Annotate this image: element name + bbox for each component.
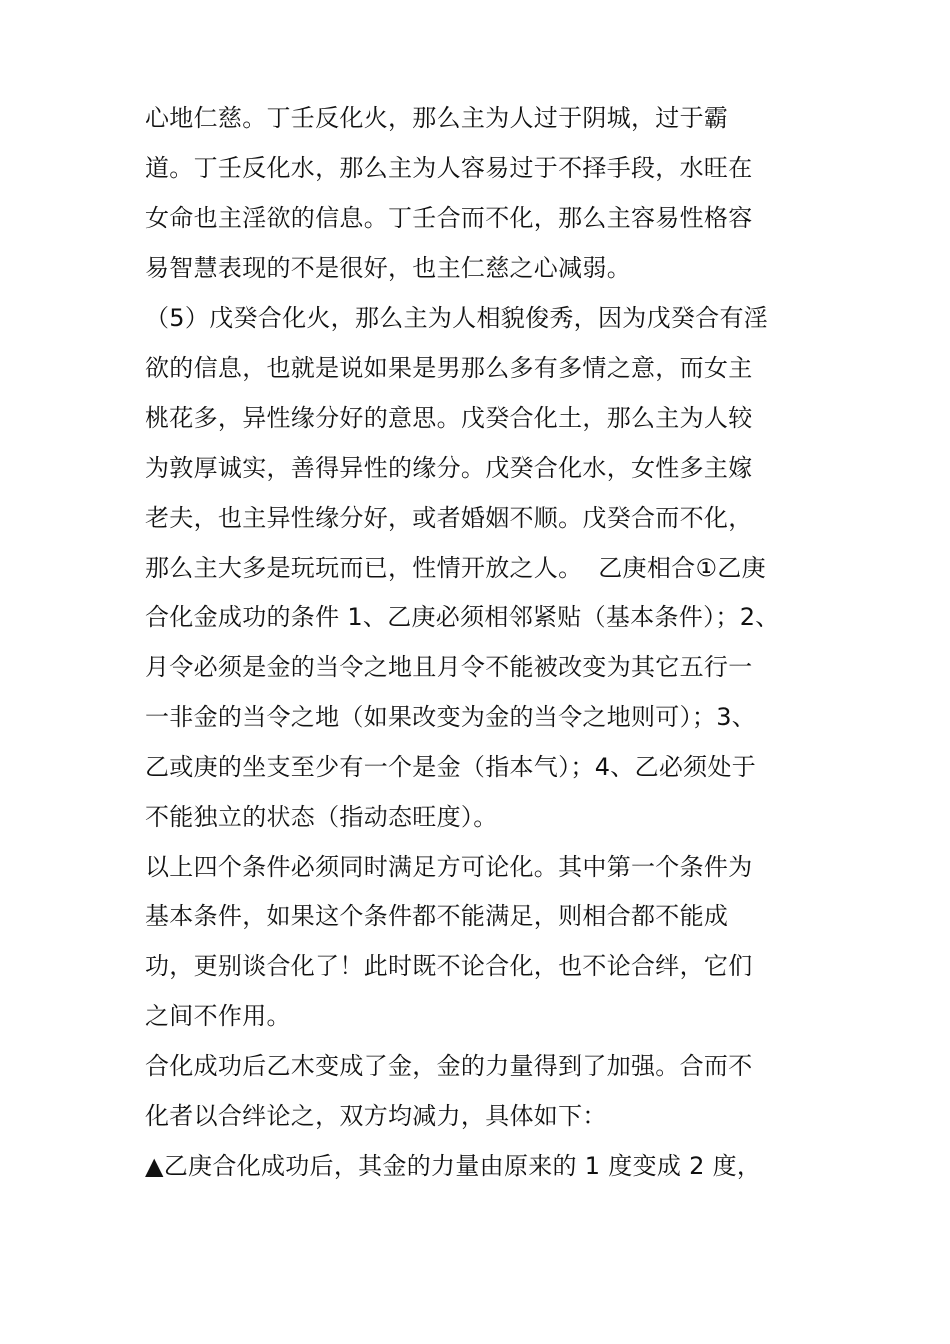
text-line: 之间不作用。 xyxy=(145,1002,291,1030)
text-line: 基本条件，如果这个条件都不能满足，则相合都不能成 xyxy=(145,902,729,930)
text-line: 女命也主淫欲的信息。丁壬合而不化，那么主容易性格容 xyxy=(145,204,753,232)
text-line: 桃花多，异性缘分好的意思。戊癸合化土，那么主为人较 xyxy=(145,404,753,432)
text-line: 心地仁慈。丁壬反化火，那么主为人过于阴城，过于霸 xyxy=(145,104,729,132)
text-line: 乙或庚的坐支至少有一个是金（指本气）；4、乙必须处于 xyxy=(145,753,757,781)
text-line: 化者以合绊论之，双方均减力，具体如下： xyxy=(145,1102,607,1130)
text-line: 月令必须是金的当令之地且月令不能被改变为其它五行一 xyxy=(145,653,753,681)
text-line: 合化成功后乙木变成了金，金的力量得到了加强。合而不 xyxy=(145,1052,753,1080)
text-line: ▲乙庚合化成功后，其金的力量由原来的 1 度变成 2 度， xyxy=(145,1152,762,1180)
text-line: 道。丁壬反化水，那么主为人容易过于不择手段，水旺在 xyxy=(145,154,753,182)
text-line: 合化金成功的条件 1、乙庚必须相邻紧贴（基本条件）；2、 xyxy=(145,603,780,631)
text-line: 功，更别谈合化了！此时既不论合化，也不论合绊，它们 xyxy=(145,952,753,980)
text-line: 不能独立的状态（指动态旺度）。 xyxy=(145,803,498,831)
text-line: 易智慧表现的不是很好，也主仁慈之心减弱。 xyxy=(145,254,631,282)
text-line: 为敦厚诚实，善得异性的缘分。戊癸合化水，女性多主嫁 xyxy=(145,454,753,482)
text-line: 以上四个条件必须同时满足方可论化。其中第一个条件为 xyxy=(145,853,753,881)
text-line: 老夫，也主异性缘分好，或者婚姻不顺。戊癸合而不化， xyxy=(145,504,753,532)
text-line: 一非金的当令之地（如果改变为金的当令之地则可）；3、 xyxy=(145,703,757,731)
text-line: 欲的信息，也就是说如果是男那么多有多情之意，而女主 xyxy=(145,354,753,382)
text-line: （5）戊癸合化火，那么主为人相貌俊秀，因为戊癸合有淫 xyxy=(145,304,769,332)
text-line: 那么主大多是玩玩而已，性情开放之人。 乙庚相合①乙庚 xyxy=(145,554,766,582)
